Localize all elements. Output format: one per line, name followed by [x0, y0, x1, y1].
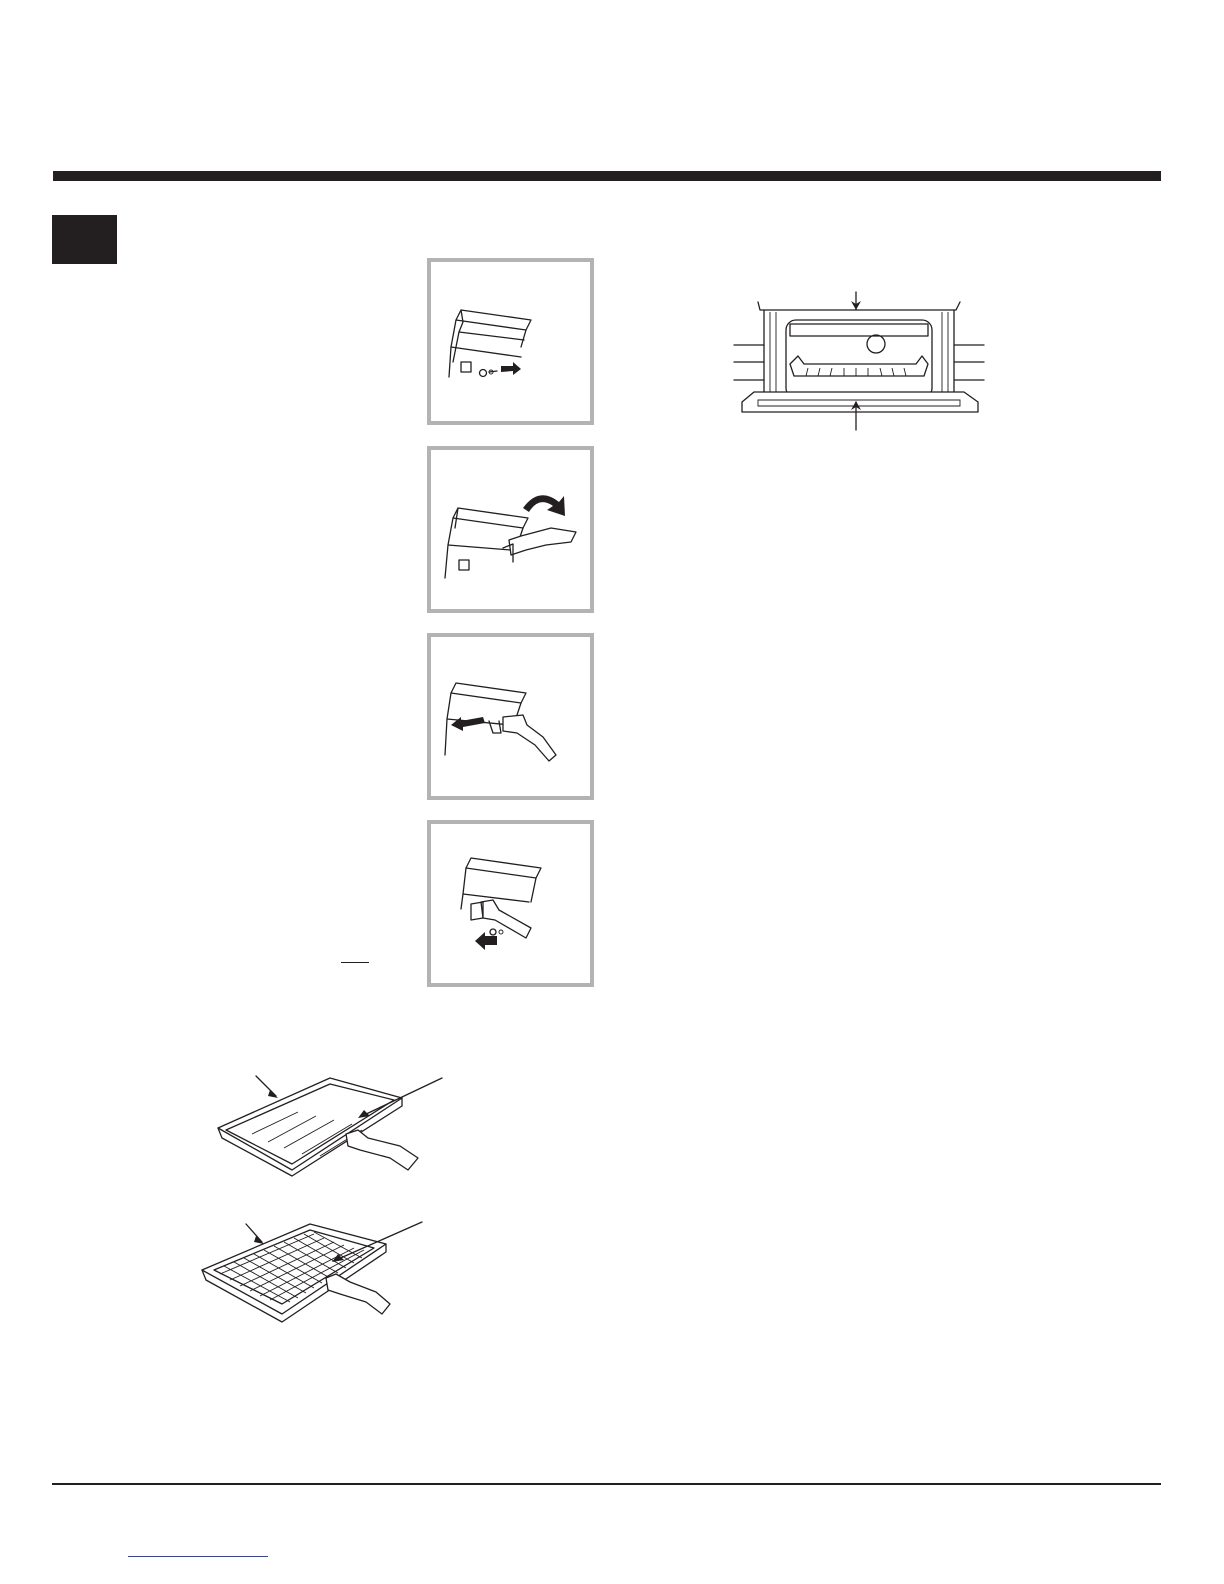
- step-3-frame: [427, 633, 594, 800]
- grill-pan-with-rack-icon: [190, 1218, 430, 1328]
- step-4-frame: [427, 820, 594, 987]
- pan-handle-rotate-icon: [431, 450, 590, 609]
- footer-rule: [52, 1483, 1161, 1485]
- footer-link-underline[interactable]: [128, 1556, 268, 1557]
- pan-handle-slide-icon: [431, 637, 590, 796]
- oven-cavity-diagram-icon: [728, 290, 990, 435]
- section-tab: [52, 215, 117, 264]
- grill-pan-figure: [212, 1072, 452, 1180]
- underline-mark: [341, 962, 369, 963]
- pan-screw-removal-icon: [431, 262, 590, 421]
- step-2-frame: [427, 446, 594, 613]
- step-1-frame: [427, 258, 594, 425]
- header-rule: [53, 171, 1161, 181]
- grill-rack-figure: [190, 1218, 430, 1328]
- pan-screw-refit-icon: [431, 824, 590, 983]
- oven-cavity-diagram: [728, 290, 990, 435]
- grill-pan-with-handle-icon: [212, 1072, 452, 1180]
